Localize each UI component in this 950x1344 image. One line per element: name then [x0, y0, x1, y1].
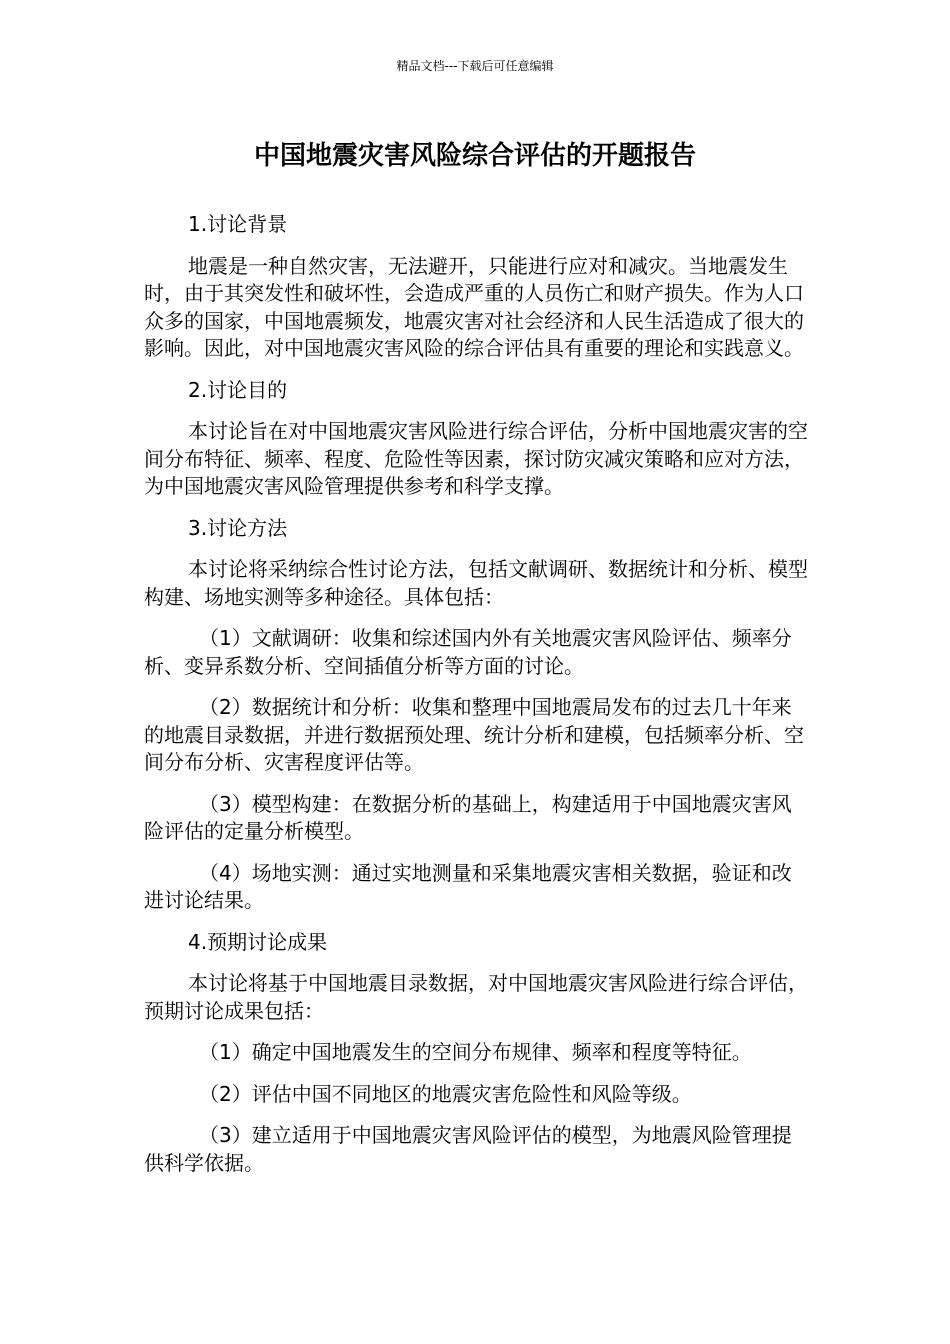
method-item: （1）文献调研：收集和综述国内外有关地震灾害风险评估、频率分析、变异系数分析、空间插值分析等方面的讨论。 [144, 626, 792, 678]
expected-result-item: （2）评估中国不同地区的地震灾害危险性和风险等级。 [199, 1081, 692, 1106]
expected-result-item: （1）确定中国地震发生的空间分布规律、频率和程度等特征。 [199, 1040, 752, 1064]
document-body [144, 211, 809, 1177]
section-heading-purpose: 2.讨论目的 [188, 377, 288, 402]
page-header: 精品文档---下载后可任意编辑 [396, 59, 554, 73]
document-title: 中国地震灾害风险综合评估的开题报告 [253, 141, 696, 171]
section-heading-method: 3.讨论方法 [188, 515, 288, 540]
section-heading-background: 1.讨论背景 [188, 212, 288, 236]
section-heading-expected-results: 4.预期讨论成果 [188, 929, 328, 954]
expected-result-item: （3）建立适用于中国地震灾害风险评估的模型，为地震风险管理提供科学依据。 [144, 1123, 792, 1175]
method-item: （2）数据统计和分析：收集和整理中国地震局发布的过去几十年来的地震目录数据，并进行数据预处理、统计分析和建模，包括频率分析、空间分布分析、灾害程度评估等。 [144, 695, 804, 774]
method-paragraph: 本讨论将采纳综合性讨论方法，包括文献调研、数据统计和分析、模型构建、场地实测等多种途径。具体包括： [144, 557, 808, 609]
method-item: （4）场地实测：通过实地测量和采集地震灾害相关数据，验证和改进讨论结果。 [144, 860, 792, 912]
method-item: （3）模型构建：在数据分析的基础上，构建适用于中国地震灾害风险评估的定量分析模型。 [144, 791, 792, 843]
background-paragraph: 地震是一种自然灾害，无法避开，只能进行应对和减灾。当地震发生时，由于其突发性和破坏性，会造成严重的人员伤亡和财产损失。作为人口众多的国家，中国地震频发，地震灾害对社会经济和人民生活造成了很大的影响。因此，对中国地震灾害风险的综合评估具有重要的理论和实践意义。 [144, 253, 804, 360]
purpose-paragraph: 本讨论旨在对中国地震灾害风险进行综合评估，分析中国地震灾害的空间分布特征、频率、程度、危险性等因素，探讨防灾减灾策略和应对方法，为中国地震灾害风险管理提供参考和科学支撑。 [144, 419, 808, 498]
expected-results-paragraph: 本讨论将基于中国地震目录数据，对中国地震灾害风险进行综合评估，预期讨论成果包括： [144, 971, 808, 1023]
